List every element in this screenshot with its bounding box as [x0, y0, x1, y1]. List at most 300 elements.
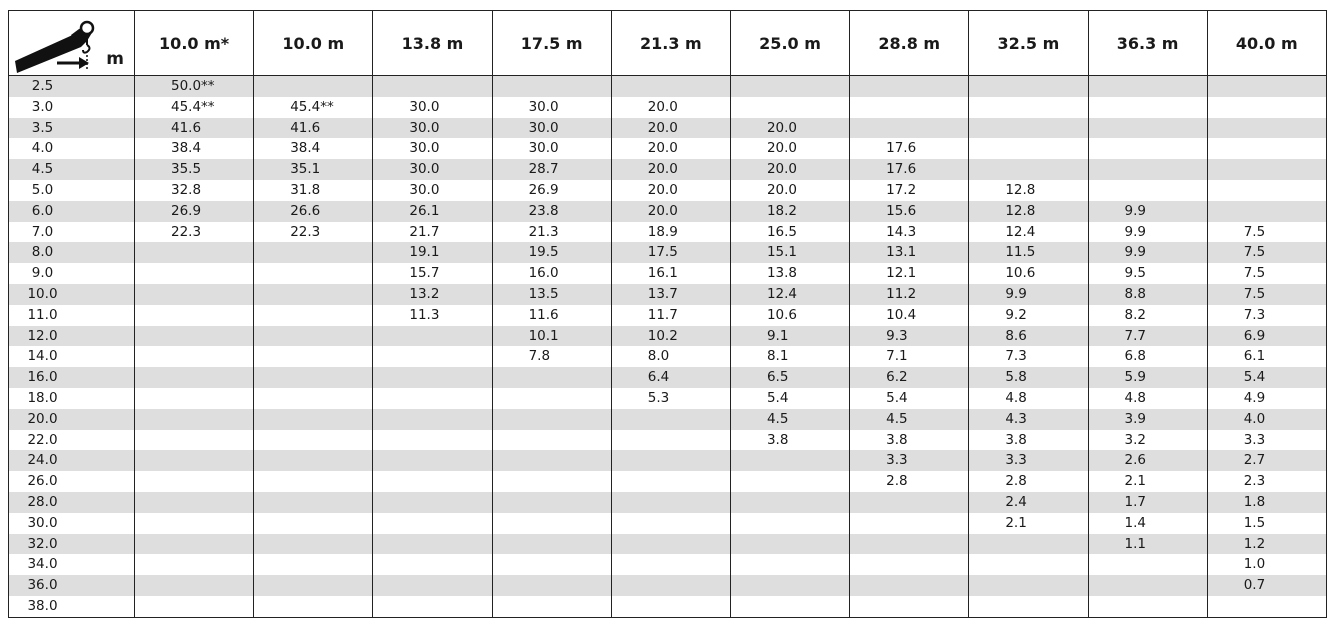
capacity-cell [135, 575, 254, 596]
capacity-cell [254, 367, 373, 388]
capacity-cell [254, 284, 373, 305]
capacity-cell: 5.4 [730, 388, 849, 409]
radius-cell: 26.0 [9, 471, 135, 492]
capacity-cell: 1.4 [1088, 513, 1207, 534]
table-row [9, 388, 1327, 409]
capacity-cell: 15.6 [850, 201, 969, 222]
capacity-cell: 17.2 [850, 180, 969, 201]
capacity-cell: 8.0 [611, 346, 730, 367]
capacity-cell: 4.9 [1207, 388, 1326, 409]
capacity-cell [254, 575, 373, 596]
capacity-cell [969, 159, 1088, 180]
capacity-cell: 28.7 [492, 159, 611, 180]
table-row [9, 575, 1327, 596]
capacity-cell [373, 554, 492, 575]
radius-cell: 38.0 [9, 596, 135, 617]
capacity-cell [969, 554, 1088, 575]
capacity-cell: 6.2 [850, 367, 969, 388]
capacity-cell: 4.3 [969, 409, 1088, 430]
capacity-cell: 1.2 [1207, 534, 1326, 555]
capacity-cell [135, 284, 254, 305]
capacity-cell [373, 409, 492, 430]
capacity-cell [254, 534, 373, 555]
capacity-cell: 5.4 [1207, 367, 1326, 388]
capacity-cell [254, 596, 373, 617]
radius-cell: 3.0 [9, 97, 135, 118]
capacity-cell: 16.5 [730, 222, 849, 243]
capacity-cell: 38.4 [135, 138, 254, 159]
radius-cell: 4.5 [9, 159, 135, 180]
capacity-cell [1207, 118, 1326, 139]
radius-cell: 9.0 [9, 263, 135, 284]
capacity-cell [373, 367, 492, 388]
capacity-cell [135, 554, 254, 575]
capacity-cell: 11.7 [611, 305, 730, 326]
capacity-cell [254, 326, 373, 347]
radius-cell: 2.5 [9, 76, 135, 97]
capacity-cell: 30.0 [373, 180, 492, 201]
capacity-cell: 0.7 [1207, 575, 1326, 596]
capacity-cell: 6.1 [1207, 346, 1326, 367]
capacity-cell [611, 534, 730, 555]
capacity-cell [611, 76, 730, 97]
capacity-cell [1088, 554, 1207, 575]
capacity-cell: 7.5 [1207, 222, 1326, 243]
capacity-cell: 4.5 [850, 409, 969, 430]
capacity-cell: 2.7 [1207, 450, 1326, 471]
capacity-cell: 17.6 [850, 159, 969, 180]
capacity-cell [1088, 97, 1207, 118]
capacity-cell: 35.1 [254, 159, 373, 180]
capacity-cell [969, 97, 1088, 118]
capacity-cell: 5.8 [969, 367, 1088, 388]
capacity-cell: 16.1 [611, 263, 730, 284]
capacity-cell: 1.1 [1088, 534, 1207, 555]
table-row [9, 471, 1327, 492]
capacity-cell: 7.5 [1207, 263, 1326, 284]
capacity-cell: 20.0 [611, 180, 730, 201]
capacity-cell [611, 513, 730, 534]
radius-cell: 12.0 [9, 326, 135, 347]
capacity-cell: 2.8 [969, 471, 1088, 492]
capacity-cell: 13.7 [611, 284, 730, 305]
capacity-cell: 4.8 [969, 388, 1088, 409]
capacity-cell [135, 596, 254, 617]
capacity-cell: 12.1 [850, 263, 969, 284]
capacity-cell [254, 263, 373, 284]
capacity-cell [492, 492, 611, 513]
capacity-cell: 8.1 [730, 346, 849, 367]
capacity-cell: 6.4 [611, 367, 730, 388]
table-row [9, 430, 1327, 451]
capacity-cell [492, 575, 611, 596]
capacity-cell [492, 430, 611, 451]
capacity-cell: 21.7 [373, 222, 492, 243]
capacity-cell [611, 554, 730, 575]
radius-cell: 5.0 [9, 180, 135, 201]
capacity-cell: 3.2 [1088, 430, 1207, 451]
capacity-cell: 3.3 [1207, 430, 1326, 451]
capacity-cell: 50.0** [135, 76, 254, 97]
table-header [9, 11, 1327, 76]
radius-cell: 24.0 [9, 450, 135, 471]
capacity-cell: 41.6 [254, 118, 373, 139]
capacity-cell [373, 534, 492, 555]
capacity-cell [135, 409, 254, 430]
radius-cell: 28.0 [9, 492, 135, 513]
capacity-cell: 20.0 [730, 118, 849, 139]
capacity-cell: 11.3 [373, 305, 492, 326]
capacity-cell: 31.8 [254, 180, 373, 201]
capacity-cell: 20.0 [730, 159, 849, 180]
capacity-cell [1088, 138, 1207, 159]
capacity-cell: 35.5 [135, 159, 254, 180]
capacity-cell: 20.0 [611, 138, 730, 159]
capacity-cell: 26.9 [135, 201, 254, 222]
boom-length-header: 32.5 m [969, 11, 1088, 76]
radius-cell: 34.0 [9, 554, 135, 575]
capacity-cell [969, 575, 1088, 596]
radius-cell: 3.5 [9, 118, 135, 139]
capacity-cell: 4.0 [1207, 409, 1326, 430]
capacity-cell [135, 430, 254, 451]
capacity-cell: 45.4** [254, 97, 373, 118]
capacity-cell: 30.0 [492, 138, 611, 159]
capacity-cell: 22.3 [135, 222, 254, 243]
capacity-cell: 3.3 [850, 450, 969, 471]
capacity-cell [254, 388, 373, 409]
capacity-cell: 7.5 [1207, 242, 1326, 263]
capacity-cell: 8.2 [1088, 305, 1207, 326]
table-row [9, 326, 1327, 347]
table-row [9, 492, 1327, 513]
capacity-cell: 11.6 [492, 305, 611, 326]
radius-cell: 11.0 [9, 305, 135, 326]
capacity-cell [135, 388, 254, 409]
capacity-cell [373, 492, 492, 513]
radius-cell: 7.0 [9, 222, 135, 243]
capacity-cell: 7.3 [969, 346, 1088, 367]
corner-cell [9, 11, 135, 76]
capacity-cell: 12.8 [969, 201, 1088, 222]
table-row [9, 242, 1327, 263]
capacity-cell: 2.3 [1207, 471, 1326, 492]
capacity-cell: 6.9 [1207, 326, 1326, 347]
radius-cell: 16.0 [9, 367, 135, 388]
capacity-cell: 5.3 [611, 388, 730, 409]
boom-length-header: 25.0 m [730, 11, 849, 76]
radius-cell: 18.0 [9, 388, 135, 409]
radius-cell: 4.0 [9, 138, 135, 159]
table-row [9, 554, 1327, 575]
capacity-cell [373, 450, 492, 471]
capacity-cell: 7.1 [850, 346, 969, 367]
capacity-cell [492, 513, 611, 534]
table-row [9, 450, 1327, 471]
table-row [9, 159, 1327, 180]
capacity-cell [373, 326, 492, 347]
capacity-cell [373, 575, 492, 596]
boom-length-header: 36.3 m [1088, 11, 1207, 76]
boom-length-header: 28.8 m [850, 11, 969, 76]
capacity-cell: 26.6 [254, 201, 373, 222]
capacity-cell [850, 575, 969, 596]
capacity-cell [492, 534, 611, 555]
capacity-cell [492, 388, 611, 409]
capacity-cell [254, 430, 373, 451]
capacity-cell: 5.9 [1088, 367, 1207, 388]
table-row [9, 534, 1327, 555]
capacity-cell [969, 534, 1088, 555]
capacity-cell: 15.7 [373, 263, 492, 284]
capacity-cell: 9.9 [1088, 201, 1207, 222]
table-row [9, 305, 1327, 326]
capacity-cell [135, 534, 254, 555]
capacity-cell: 10.1 [492, 326, 611, 347]
capacity-cell [730, 575, 849, 596]
boom-length-header: 10.0 m* [135, 11, 254, 76]
capacity-cell: 13.2 [373, 284, 492, 305]
capacity-cell [254, 513, 373, 534]
table-row [9, 346, 1327, 367]
capacity-cell: 1.7 [1088, 492, 1207, 513]
radius-cell: 20.0 [9, 409, 135, 430]
capacity-cell: 3.8 [730, 430, 849, 451]
capacity-cell: 26.1 [373, 201, 492, 222]
capacity-cell: 11.5 [969, 242, 1088, 263]
capacity-cell: 1.5 [1207, 513, 1326, 534]
capacity-cell: 32.8 [135, 180, 254, 201]
capacity-cell: 9.9 [1088, 222, 1207, 243]
capacity-cell [611, 596, 730, 617]
capacity-cell [730, 554, 849, 575]
capacity-cell [492, 367, 611, 388]
capacity-cell [611, 492, 730, 513]
capacity-cell: 7.5 [1207, 284, 1326, 305]
capacity-cell [135, 367, 254, 388]
capacity-cell [135, 492, 254, 513]
table-row [9, 222, 1327, 243]
capacity-cell: 10.6 [730, 305, 849, 326]
capacity-cell [1207, 201, 1326, 222]
capacity-cell: 8.6 [969, 326, 1088, 347]
capacity-cell [969, 138, 1088, 159]
boom-length-header: 40.0 m [1207, 11, 1326, 76]
capacity-cell: 14.3 [850, 222, 969, 243]
capacity-cell [135, 513, 254, 534]
capacity-cell [373, 346, 492, 367]
capacity-cell [1088, 180, 1207, 201]
table-row [9, 180, 1327, 201]
capacity-cell [1207, 138, 1326, 159]
capacity-cell [135, 346, 254, 367]
capacity-cell: 12.8 [969, 180, 1088, 201]
capacity-cell: 19.1 [373, 242, 492, 263]
capacity-cell: 5.4 [850, 388, 969, 409]
capacity-cell: 13.5 [492, 284, 611, 305]
radius-cell: 8.0 [9, 242, 135, 263]
capacity-cell: 7.8 [492, 346, 611, 367]
capacity-cell: 2.8 [850, 471, 969, 492]
capacity-cell [254, 76, 373, 97]
capacity-cell [492, 554, 611, 575]
capacity-cell: 2.1 [969, 513, 1088, 534]
capacity-cell: 9.9 [969, 284, 1088, 305]
table-row [9, 263, 1327, 284]
capacity-cell: 9.5 [1088, 263, 1207, 284]
capacity-cell: 9.9 [1088, 242, 1207, 263]
capacity-cell [730, 513, 849, 534]
capacity-cell: 30.0 [373, 118, 492, 139]
capacity-cell [492, 596, 611, 617]
capacity-cell: 10.4 [850, 305, 969, 326]
capacity-cell: 9.1 [730, 326, 849, 347]
capacity-cell [373, 388, 492, 409]
radius-cell: 32.0 [9, 534, 135, 555]
capacity-cell [135, 471, 254, 492]
capacity-cell: 9.2 [969, 305, 1088, 326]
capacity-cell: 15.1 [730, 242, 849, 263]
capacity-cell: 2.4 [969, 492, 1088, 513]
capacity-cell [135, 242, 254, 263]
table-row [9, 367, 1327, 388]
radius-cell: 14.0 [9, 346, 135, 367]
capacity-cell [1207, 97, 1326, 118]
table-row [9, 513, 1327, 534]
capacity-cell [373, 76, 492, 97]
capacity-cell: 20.0 [611, 201, 730, 222]
capacity-cell [373, 596, 492, 617]
capacity-cell: 11.2 [850, 284, 969, 305]
capacity-cell [730, 534, 849, 555]
capacity-cell: 8.8 [1088, 284, 1207, 305]
capacity-cell [611, 450, 730, 471]
capacity-cell: 9.3 [850, 326, 969, 347]
capacity-cell [492, 471, 611, 492]
capacity-cell: 30.0 [373, 97, 492, 118]
table-row [9, 409, 1327, 430]
radius-cell: 36.0 [9, 575, 135, 596]
capacity-cell: 20.0 [611, 97, 730, 118]
capacity-cell: 41.6 [135, 118, 254, 139]
capacity-cell [1207, 596, 1326, 617]
capacity-cell: 21.3 [492, 222, 611, 243]
capacity-cell: 10.2 [611, 326, 730, 347]
capacity-cell: 30.0 [492, 97, 611, 118]
capacity-cell [373, 513, 492, 534]
capacity-cell [850, 513, 969, 534]
capacity-cell: 4.5 [730, 409, 849, 430]
radius-cell: 30.0 [9, 513, 135, 534]
table-row [9, 138, 1327, 159]
capacity-cell [254, 409, 373, 430]
capacity-cell [1207, 159, 1326, 180]
capacity-cell [850, 554, 969, 575]
capacity-cell [611, 575, 730, 596]
capacity-cell [850, 534, 969, 555]
capacity-cell [135, 326, 254, 347]
radius-cell: 10.0 [9, 284, 135, 305]
capacity-cell [1088, 159, 1207, 180]
table-row [9, 201, 1327, 222]
boom-length-header: 21.3 m [611, 11, 730, 76]
capacity-cell [135, 263, 254, 284]
table-row [9, 118, 1327, 139]
header-row [9, 11, 1327, 76]
capacity-cell: 20.0 [730, 180, 849, 201]
load-chart-table [8, 10, 1327, 618]
capacity-cell [611, 409, 730, 430]
table-row [9, 97, 1327, 118]
capacity-cell [969, 118, 1088, 139]
capacity-cell: 1.0 [1207, 554, 1326, 575]
capacity-cell [1088, 118, 1207, 139]
capacity-cell [254, 554, 373, 575]
capacity-cell [492, 409, 611, 430]
capacity-cell [730, 76, 849, 97]
capacity-cell [969, 596, 1088, 617]
capacity-cell: 22.3 [254, 222, 373, 243]
capacity-cell [1088, 596, 1207, 617]
table-row [9, 76, 1327, 97]
capacity-cell [1207, 180, 1326, 201]
capacity-cell: 38.4 [254, 138, 373, 159]
capacity-cell [1088, 575, 1207, 596]
boom-length-header: 17.5 m [492, 11, 611, 76]
capacity-cell: 1.8 [1207, 492, 1326, 513]
capacity-cell: 7.7 [1088, 326, 1207, 347]
capacity-cell: 4.8 [1088, 388, 1207, 409]
capacity-cell [611, 471, 730, 492]
table-body [9, 76, 1327, 618]
capacity-cell: 17.6 [850, 138, 969, 159]
capacity-cell: 3.8 [969, 430, 1088, 451]
capacity-cell [254, 346, 373, 367]
capacity-cell [492, 76, 611, 97]
capacity-cell [254, 471, 373, 492]
capacity-cell [850, 97, 969, 118]
radius-unit-label: m [106, 49, 124, 69]
table-row [9, 596, 1327, 617]
capacity-cell [730, 492, 849, 513]
capacity-cell [730, 471, 849, 492]
capacity-cell [850, 596, 969, 617]
radius-cell: 6.0 [9, 201, 135, 222]
capacity-cell [850, 76, 969, 97]
capacity-cell: 20.0 [611, 159, 730, 180]
capacity-cell: 30.0 [373, 138, 492, 159]
capacity-cell: 12.4 [969, 222, 1088, 243]
capacity-cell [135, 450, 254, 471]
capacity-cell: 13.1 [850, 242, 969, 263]
boom-length-header: 10.0 m [254, 11, 373, 76]
capacity-cell [492, 450, 611, 471]
capacity-cell [254, 450, 373, 471]
capacity-cell [730, 596, 849, 617]
capacity-cell: 17.5 [611, 242, 730, 263]
capacity-cell: 23.8 [492, 201, 611, 222]
capacity-cell [969, 76, 1088, 97]
capacity-cell [254, 305, 373, 326]
capacity-cell [1088, 76, 1207, 97]
capacity-cell: 18.2 [730, 201, 849, 222]
capacity-cell [730, 97, 849, 118]
capacity-cell: 18.9 [611, 222, 730, 243]
capacity-cell: 12.4 [730, 284, 849, 305]
capacity-cell [254, 492, 373, 513]
capacity-cell: 2.6 [1088, 450, 1207, 471]
radius-cell: 22.0 [9, 430, 135, 451]
